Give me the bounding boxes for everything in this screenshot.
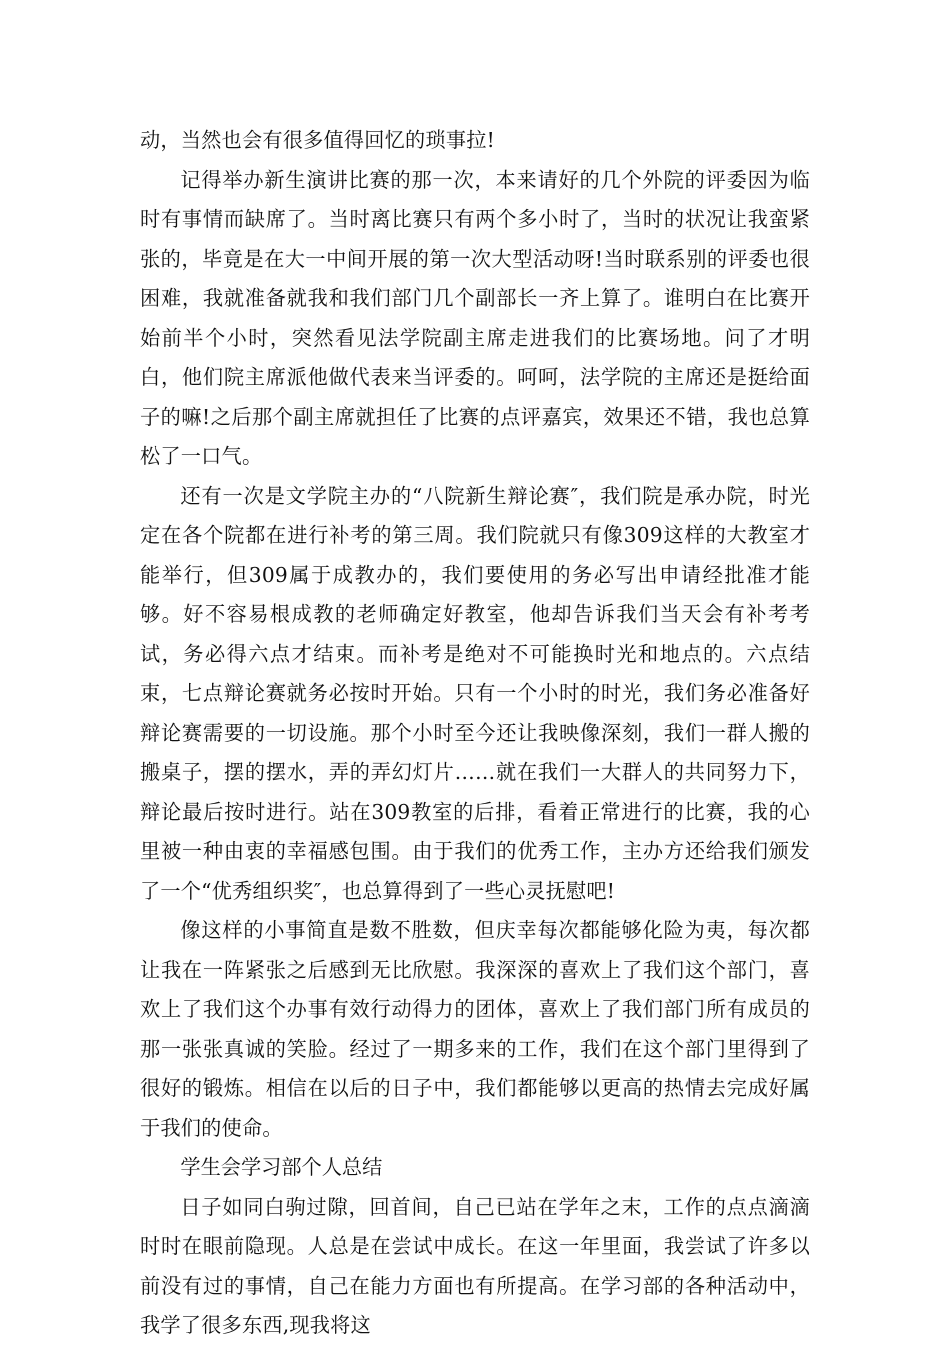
paragraph-debate-contest: 还有一次是文学院主办的“八院新生辩论赛″，我们院是承办院，时光定在各个院都在进行补考的第三周。我们院就只有像309这样的大教室才能举行，但309属于成教办的，我们要使用的务必写出申请经批准才能够。好不容易根成教的老师确定好教室，他却告诉我们当天会有补考考试，务必得六点才结束。而补考是绝对不可能换时光和地点的。六点结束，七点辩论赛就务必按时开始。只有一个小时的时光，我们务必准备好辩论赛需要的一切设施。那个小时至今还让我映像深刻，我们一群人搬的搬桌子，摆的摆水，弄的弄幻灯片……就在我们一大群人的共同努力下，辩论最后按时进行。站在309教室的后排，看着正常进行的比赛，我的心里被一种由衷的幸福感包围。由于我们的优秀工作，主办方还给我们颁发了一个“优秀组织奖″，也总算得到了一些心灵抚慰吧! [140,483,810,903]
paragraph-continuation: 动，当然也会有很多值得回忆的琐事拉! [140,128,495,152]
paragraph-reflection: 像这样的小事简直是数不胜数，但庆幸每次都能够化险为夷，每次都让我在一阵紧张之后感到无比欣慰。我深深的喜欢上了我们这个部门，喜欢上了我们这个办事有效行动得力的团体，喜欢上了我们部门所有成员的那一张张真诚的笑脸。经过了一期多来的工作，我们在这个部门里得到了很好的锻炼。相信在以后的日子中，我们都能够以更高的热情去完成好属于我们的使命。 [140,918,810,1140]
paragraph-summary-intro: 日子如同白驹过隙，回首间，自己已站在学年之末，工作的点点滴滴时时在眼前隐现。人总是在尝试中成长。在这一年里面，我尝试了许多以前没有过的事情，自己在能力方面也有所提高。在学习部的各种活动中，我学了很多东西,现我将这 [140,1194,810,1337]
paragraph-speech-contest: 记得举办新生演讲比赛的那一次，本来请好的几个外院的评委因为临时有事情而缺席了。当时离比赛只有两个多小时了，当时的状况让我蛮紧张的，毕竟是在大一中间开展的第一次大型活动呀!当时联系别的评委也很困难，我就准备就我和我们部门几个副部长一齐上算了。谁明白在比赛开始前半个小时，突然看见法学院副主席走进我们的比赛场地。问了才明白，他们院主席派他做代表来当评委的。呵呵，法学院的主席还是挺给面子的嘛!之后那个副主席就担任了比赛的点评嘉宾，效果还不错，我也总算松了一口气。 [140,167,810,468]
document-body [140,121,810,1346]
section-title: 学生会学习部个人总结 [180,1155,383,1179]
